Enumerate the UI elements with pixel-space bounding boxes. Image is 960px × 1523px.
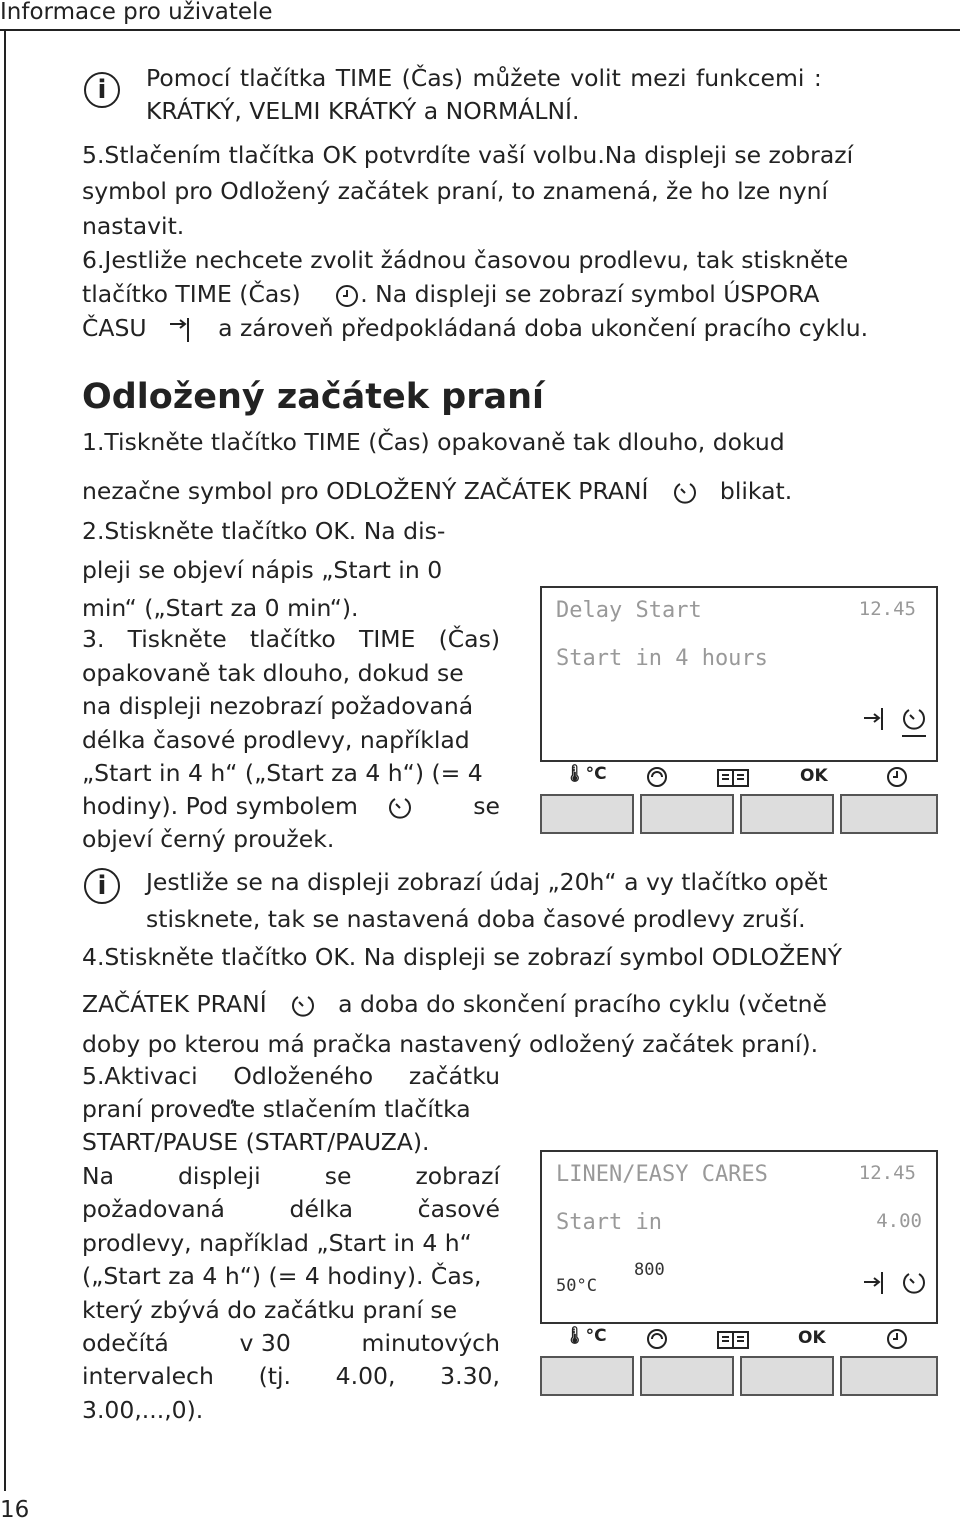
display2-row2: Start in [556, 1210, 662, 1235]
button-row-2 [540, 1326, 938, 1402]
delay-start-icon [290, 993, 316, 1019]
display2-remaining: 4.00 [876, 1210, 922, 1232]
s5-line5: požadovaná délka časové [82, 1195, 500, 1223]
time-saving-icon [862, 1270, 888, 1296]
s4-line2: ZAČÁTEK PRANÍ a doba do skončení pracího cyklu (včetně [82, 990, 827, 1018]
s3-line3: na displeji nezobrazí požadovaná [82, 692, 474, 720]
thermometer-icon: 🌡°C [564, 1326, 607, 1346]
s2-line2: pleji se objeví nápis „Start in 0 [82, 556, 443, 584]
s5-line10: intervalech (tj. 4.00, 3.30, [82, 1362, 500, 1390]
info2-line1: Jestliže se na displeji zobrazí údaj „20h“ a vy tlačítko opět [146, 868, 828, 896]
options-button[interactable] [740, 794, 834, 834]
s1-line1: 1.Tiskněte tlačítko TIME (Čas) opakovaně tak dlouho, dokud [82, 428, 785, 456]
step6-line1: 6.Jestliže nechcete zvolit žádnou časovou prodlevu, tak stiskněte [82, 246, 849, 274]
s3-line2: opakovaně tak dlouho, dokud se [82, 659, 464, 687]
step5-line1: 5.Stlačením tlačítka OK potvrdíte vaší volbu.Na displeji se zobrazí [82, 141, 854, 169]
display2-row1: LINEN/EASY CARES [556, 1162, 768, 1187]
options-book-icon [716, 768, 750, 788]
s3-line7: objeví černý proužek. [82, 825, 335, 853]
time-saving-icon [862, 706, 888, 732]
clock-icon [886, 1328, 908, 1350]
step5-line3: nastavit. [82, 212, 185, 240]
display1-row2: Start in 4 hours [556, 646, 768, 671]
s5-line3: START/PAUSE (START/PAUZA). [82, 1128, 430, 1156]
step6-line2: tlačítko TIME (Čas) . Na displeji se zobrazí symbol ÚSPORA [82, 280, 820, 308]
display2-temperature: 50°C [556, 1276, 597, 1296]
delay-start-icon [672, 480, 698, 506]
s1-line2: nezačne symbol pro ODLOŽENÝ ZAČÁTEK PRANÍ blikat. [82, 477, 793, 505]
ok-button[interactable] [840, 1356, 938, 1396]
s3-line4: délka časové prodlevy, například [82, 726, 470, 754]
spin-button[interactable] [640, 1356, 734, 1396]
ok-button[interactable] [840, 794, 938, 834]
step6-line3: ČASU a zároveň předpokládaná doba ukončení pracího cyklu. [82, 314, 869, 342]
section-title: Odložený začátek praní [82, 377, 545, 417]
display2-time: 12.45 [858, 1162, 916, 1184]
spin-icon [646, 1328, 668, 1350]
page-number: 16 [0, 1497, 30, 1523]
delay-start-icon [900, 1270, 928, 1296]
s2-line3: min“ („Start za 0 min“). [82, 594, 359, 622]
spin-button[interactable] [640, 794, 734, 834]
s5-line8: který zbývá do začátku praní se [82, 1296, 458, 1324]
s3-line1: 3. Tiskněte tlačítko TIME (Čas) [82, 625, 500, 653]
display-panel-1 [540, 586, 938, 762]
clock-icon [334, 283, 360, 309]
s2-line1: 2.Stiskněte tlačítko OK. Na dis- [82, 517, 446, 545]
info2-line2: stisknete, tak se nastavená doba časové prodlevy zruší. [146, 905, 806, 933]
info-icon: i [84, 868, 120, 904]
step5-line2: symbol pro Odložený začátek praní, to znamená, že ho lze nyní [82, 177, 829, 205]
button-row-1 [540, 764, 938, 840]
info1-line2: KRÁTKÝ, VELMI KRÁTKÝ a NORMÁLNÍ. [146, 97, 580, 125]
page-header: Informace pro uživatele [0, 0, 273, 25]
s5-line1: 5.Aktivaci Odloženého začátku [82, 1062, 500, 1090]
header-rule [0, 29, 960, 31]
ok-label: OK [798, 1328, 826, 1348]
s4-line3: doby po kterou má pračka nastavený odložený začátek praní). [82, 1030, 819, 1058]
s5-line4: Na displeji se zobrazí [82, 1162, 500, 1190]
s5-line9: odečítá v 30 minutových [82, 1329, 500, 1357]
options-book-icon [716, 1330, 750, 1350]
info1-line1: Pomocí tlačítka TIME (Čas) můžete volit mezi funkcemi : [146, 64, 822, 92]
time-saving-icon [168, 317, 194, 343]
info-icon: i [84, 72, 120, 108]
thermometer-icon: 🌡°C [564, 764, 607, 784]
delay-start-icon [387, 795, 413, 821]
s5-line11: 3.00,...,0). [82, 1396, 204, 1424]
s3-line5: „Start in 4 h“ („Start za 4 h“) (= 4 [82, 759, 483, 787]
spin-icon [646, 766, 668, 788]
s4-line1: 4.Stiskněte tlačítko OK. Na displeji se zobrazí symbol ODLOŽENÝ [82, 943, 843, 971]
display-panel-2 [540, 1150, 938, 1324]
clock-icon [886, 766, 908, 788]
temperature-button[interactable] [540, 794, 634, 834]
s5-line7: („Start za 4 h“) (= 4 hodiny). Čas, [82, 1262, 482, 1290]
s5-line2: praní proveďte stlačením tlačítka [82, 1095, 471, 1123]
display1-time: 12.45 [858, 598, 916, 620]
delay-start-icon [900, 706, 928, 738]
temperature-button[interactable] [540, 1356, 634, 1396]
s3-line6: hodiny). Pod symbolem se [82, 792, 500, 820]
display1-row1: Delay Start [556, 598, 702, 623]
margin-rule [4, 31, 6, 1491]
options-button[interactable] [740, 1356, 834, 1396]
s5-line6: prodlevy, například „Start in 4 h“ [82, 1229, 472, 1257]
ok-label: OK [800, 766, 828, 786]
display2-spin-speed: 800 [634, 1260, 665, 1280]
